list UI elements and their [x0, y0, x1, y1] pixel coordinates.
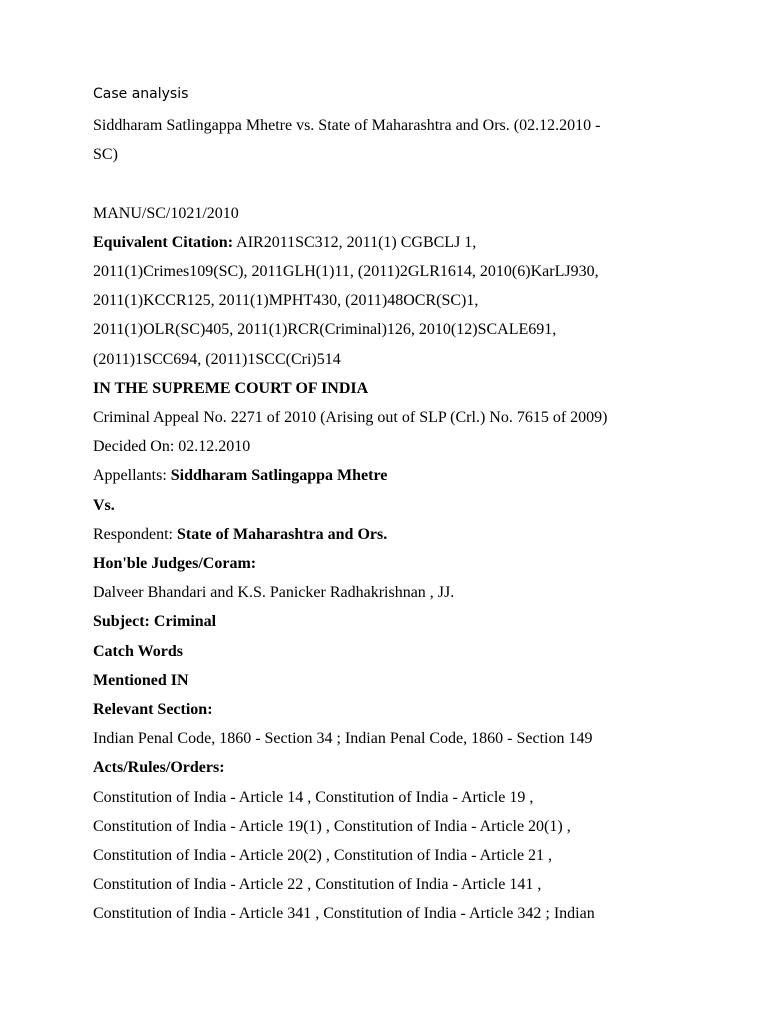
appellants-label: Appellants: — [93, 467, 171, 485]
appeal-number: Criminal Appeal No. 2271 of 2010 (Arising out of SLP (Crl.) No. 7615 of 2009) — [93, 409, 608, 427]
appellants-value: Siddharam Satlingappa Mhetre — [170, 467, 388, 485]
judges: Dalveer Bhandari and K.S. Panicker Radhakrishnan , JJ. — [93, 584, 455, 602]
respondent-value: State of Maharashtra and Ors. — [177, 525, 388, 543]
acts-label: Acts/Rules/Orders: — [93, 759, 225, 777]
equivalent-citation-line-4: 2011(1)OLR(SC)405, 2011(1)RCR(Criminal)126, 2010(12)SCALE691, — [93, 321, 557, 339]
acts-line-2: Constitution of India - Article 19(1) , Constitution of India - Article 20(1) , — [93, 817, 571, 835]
acts-line-4: Constitution of India - Article 22 , Constitution of India - Article 141 , — [93, 876, 542, 894]
equivalent-citation-line-1 — [93, 228, 733, 257]
equivalent-citation-line-2: 2011(1)Crimes109(SC), 2011GLH(1)11, (2011)2GLR1614, 2010(6)KarLJ930, — [93, 263, 599, 280]
acts-line-5: Constitution of India - Article 341 , Constitution of India - Article 342 ; Indian — [93, 905, 595, 923]
equivalent-citation-value: AIR2011SC312, 2011(1) CGBCLJ 1, — [233, 233, 477, 251]
acts-line-1: Constitution of India - Article 14 , Constitution of India - Article 19 , — [93, 788, 534, 806]
relevant-section-label: Relevant Section: — [93, 701, 213, 719]
versus: Vs. — [93, 496, 115, 514]
subject: Subject: Criminal — [93, 613, 217, 631]
blank-line — [93, 169, 733, 198]
case-title-line-1: Siddharam Satlingappa Mhetre vs. State of Maharashtra and Ors. (02.12.2010 - — [93, 117, 601, 134]
respondent — [93, 520, 733, 549]
equivalent-citation-line-3: 2011(1)KCCR125, 2011(1)MPHT430, (2011)48OCR(SC)1, — [93, 292, 479, 310]
judges-label: Hon'ble Judges/Coram: — [93, 555, 257, 573]
relevant-section: Indian Penal Code, 1860 - Section 34 ; Indian Penal Code, 1860 - Section 149 — [93, 730, 593, 748]
mentioned-in: Mentioned IN — [93, 671, 189, 689]
manu-citation: MANU/SC/1021/2010 — [93, 204, 239, 222]
case-title-line-2: SC) — [93, 146, 118, 164]
document-page — [93, 84, 733, 929]
doc-header: Case analysis — [93, 86, 189, 102]
equivalent-citation-label: Equivalent Citation: — [93, 233, 234, 251]
acts-line-3: Constitution of India - Article 20(2) , Constitution of India - Article 21 , — [93, 847, 553, 865]
respondent-label: Respondent: — [93, 525, 177, 543]
appellants — [93, 461, 733, 490]
equivalent-citation-line-5: (2011)1SCC694, (2011)1SCC(Cri)514 — [93, 350, 341, 368]
court-name: IN THE SUPREME COURT OF INDIA — [93, 379, 369, 397]
catch-words: Catch Words — [93, 642, 183, 660]
decided-on: Decided On: 02.12.2010 — [93, 438, 251, 456]
